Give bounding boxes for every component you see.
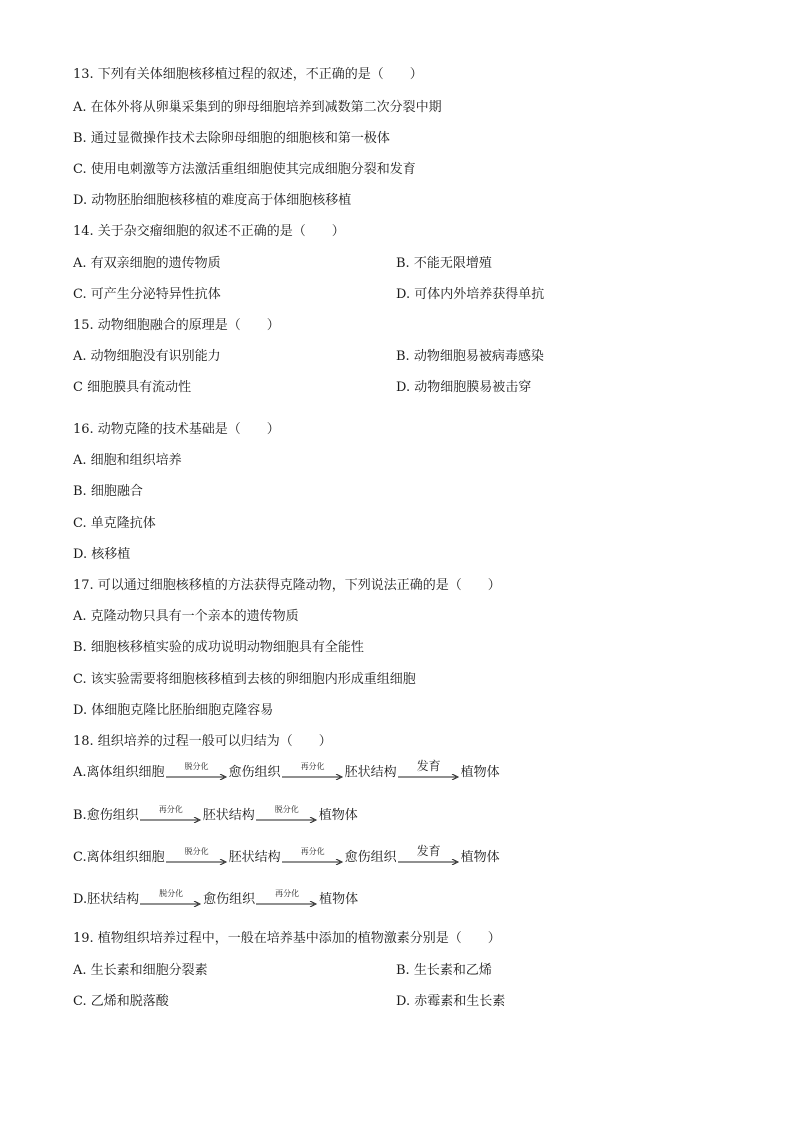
question-13-option-a: A. 在体外将从卵巢采集到的卵母细胞培养到减数第二次分裂中期: [73, 100, 442, 115]
question-18-stem: 18. 组织培养的过程一般可以归结为（ ）: [73, 734, 332, 749]
arrow-3: [398, 844, 460, 867]
arrow-label: 再分化: [300, 762, 325, 771]
question-16-stem: 16. 动物克隆的技术基础是（ ）: [73, 422, 280, 437]
right-arrow-icon: [398, 774, 460, 780]
arrow-1: [166, 764, 228, 782]
question-13-option-d: D. 动物胚胎细胞核移植的难度高于体细胞核移植: [73, 193, 352, 208]
arrow-label: 发育: [416, 844, 441, 858]
question-13-stem: 13. 下列有关体细胞核移植过程的叙述，不正确的是（ ）: [73, 67, 423, 82]
right-arrow-icon: [166, 859, 228, 865]
arrow-label: 再分化: [300, 847, 325, 856]
stage-2: 胚状结构: [228, 850, 281, 865]
stage-1: 离体组织细胞: [86, 765, 165, 780]
arrow-3: [398, 759, 460, 782]
option-letter: A.: [73, 765, 87, 780]
arrow-label: 脱分化: [274, 805, 299, 814]
option-letter: B.: [73, 808, 87, 823]
question-19-option-a: A. 生长素和细胞分裂素: [73, 963, 208, 978]
arrow-label: 脱分化: [159, 889, 184, 898]
arrow-1: [140, 891, 202, 909]
right-arrow-icon: [256, 901, 318, 907]
stage-2: 胚状结构: [202, 808, 255, 823]
question-16-option-a: A. 细胞和组织培养: [73, 453, 182, 468]
question-13-option-c: C. 使用电刺激等方法激活重组细胞使其完成细胞分裂和发育: [73, 162, 416, 177]
right-arrow-icon: [140, 817, 202, 823]
question-14-option-d: D. 可体内外培养获得单抗: [396, 287, 545, 302]
right-arrow-icon: [398, 859, 460, 865]
question-16-option-b: B. 细胞融合: [73, 484, 143, 499]
question-16-option-d: D. 核移植: [73, 547, 131, 562]
right-arrow-icon: [166, 774, 228, 780]
question-18-option-d: [73, 891, 358, 909]
stage-1: 离体组织细胞: [86, 850, 165, 865]
question-15-stem: 15. 动物细胞融合的原理是（ ）: [73, 318, 280, 333]
option-letter: D.: [73, 892, 88, 907]
question-18-option-a: [73, 759, 500, 782]
question-15-option-a: A. 动物细胞没有识别能力: [73, 349, 221, 364]
question-14-stem: 14. 关于杂交瘤细胞的叙述不正确的是（ ）: [73, 224, 345, 239]
question-14-option-b: B. 不能无限增殖: [396, 256, 492, 271]
arrow-1: [140, 807, 202, 825]
arrow-label: 再分化: [275, 889, 300, 898]
arrow-1: [166, 849, 228, 867]
question-15-option-d: D. 动物细胞膜易被击穿: [396, 380, 532, 395]
question-14-option-a: A. 有双亲细胞的遗传物质: [73, 256, 221, 271]
arrow-2: [282, 849, 344, 867]
stage-3: 植物体: [319, 892, 359, 907]
question-16-option-c: C. 单克隆抗体: [73, 516, 156, 531]
right-arrow-icon: [140, 901, 202, 907]
arrow-label: 脱分化: [184, 762, 209, 771]
stage-1: 愈伤组织: [86, 808, 139, 823]
arrow-2: [256, 807, 318, 825]
question-15-option-b: B. 动物细胞易被病毒感染: [396, 349, 544, 364]
question-13-option-b: B. 通过显微操作技术去除卵母细胞的细胞核和第一极体: [73, 131, 390, 146]
question-19-option-d: D. 赤霉素和生长素: [396, 994, 506, 1009]
question-17-option-a: A. 克隆动物只具有一个亲本的遗传物质: [73, 609, 299, 624]
arrow-2: [256, 891, 318, 909]
right-arrow-icon: [256, 817, 318, 823]
question-17-option-b: B. 细胞核移植实验的成功说明动物细胞具有全能性: [73, 640, 364, 655]
arrow-2: [282, 764, 344, 782]
question-17-option-c: C. 该实验需要将细胞核移植到去核的卵细胞内形成重组细胞: [73, 672, 416, 687]
arrow-label: 发育: [416, 759, 441, 773]
stage-1: 胚状结构: [87, 892, 140, 907]
question-19-option-b: B. 生长素和乙烯: [396, 963, 492, 978]
arrow-label: 再分化: [158, 805, 183, 814]
stage-2: 愈伤组织: [228, 765, 281, 780]
question-17-option-d: D. 体细胞克隆比胚胎细胞克隆容易: [73, 703, 274, 718]
stage-4: 植物体: [460, 765, 500, 780]
stage-4: 植物体: [460, 850, 500, 865]
question-14-option-c: C. 可产生分泌特异性抗体: [73, 287, 221, 302]
question-15-option-c: C 细胞膜具有流动性: [73, 380, 192, 395]
question-18-option-c: [73, 844, 500, 867]
stage-2: 愈伤组织: [203, 892, 256, 907]
question-19-stem: 19. 植物组织培养过程中，一般在培养基中添加的植物激素分别是（ ）: [73, 931, 501, 946]
question-18-option-b: [73, 807, 358, 825]
right-arrow-icon: [282, 774, 344, 780]
arrow-label: 脱分化: [184, 847, 209, 856]
stage-3: 愈伤组织: [344, 850, 397, 865]
question-19-option-c: C. 乙烯和脱落酸: [73, 994, 169, 1009]
option-letter: C.: [73, 850, 87, 865]
question-17-stem: 17. 可以通过细胞核移植的方法获得克隆动物，下列说法正确的是（ ）: [73, 578, 501, 593]
stage-3: 植物体: [318, 808, 358, 823]
right-arrow-icon: [282, 859, 344, 865]
stage-3: 胚状结构: [344, 765, 397, 780]
